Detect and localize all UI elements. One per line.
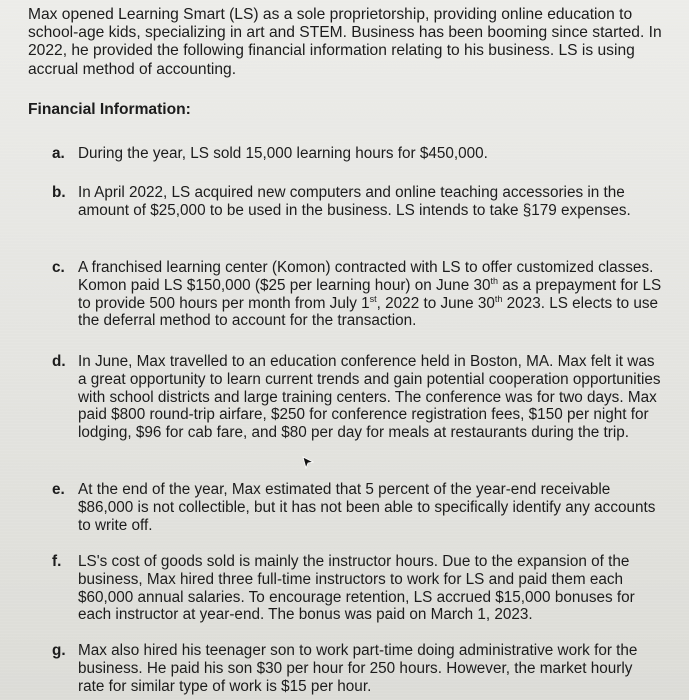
list-item-e [52,481,662,534]
list-item-b [52,184,662,220]
item-text: During the year, LS sold 15,000 learning hours for $450,000. [78,145,488,162]
item-text: In April 2022, LS acquired new computers and online teaching accessories in the amount of $25,000 to be used in the business. LS intends to take §179 expenses. [78,184,631,219]
list-item-a [52,145,662,163]
item-letter: e. [52,481,65,498]
item-letter: b. [52,184,66,201]
intro-paragraph: Max opened Learning Smart (LS) as a sole proprietorship, providing online education to school-age kids, specializing in art and STEM. Business has been booming since started. In 2022, he provided the following financial information relating to his business. LS is using accrual method of accounting. [28,6,662,78]
list-item-g [52,642,662,695]
item-text: In June, Max travelled to an education conference held in Boston, MA. Max felt it was a great opportunity to learn current trends and gain potential cooperation opportunities with school districts and large training centers. The conference was for two days. Max paid $800 round-trip airfare, $250 for conference registration fees, $150 per night for lodging, $96 for cab fare, and $80 per day for meals at restaurants during the trip. [78,353,661,442]
list-item-d [52,353,662,442]
financial-information-heading: Financial Information: [28,101,191,118]
mouse-cursor-icon [301,455,315,471]
item-text: At the end of the year, Max estimated that 5 percent of the year-end receivable $86,000 is not collectible, but it has not been able to specifically identify any accounts to write off. [78,481,656,534]
item-letter: d. [52,353,66,370]
item-letter: c. [52,259,65,276]
item-letter: g. [52,642,66,659]
item-letter: a. [52,145,65,162]
item-text: Max also hired his teenager son to work part-time doing administrative work for the business. He paid his son $30 per hour for 250 hours. However, the market hourly rate for similar type of work is $15 per hour. [78,642,638,695]
item-text: LS's cost of goods sold is mainly the instructor hours. Due to the expansion of the business, Max hired three full-time instructors to work for LS and paid them each $60,000 annual salaries. To encourage retention, LS accrued $15,000 bonuses for each instructor at year-end. The bonus was paid on March 1, 2023. [78,553,635,624]
list-item-c [52,259,662,330]
item-text: A franchised learning center (Komon) contracted with LS to offer customized classes. Komon paid LS $150,000 ($25 per learning hour) on June 30th as a prepayment for LS to provide 500 hours per month from July 1st, 2022 to June 30th 2023. LS elects to use the deferral method to account for the transaction. [78,259,662,330]
list-item-f [52,553,662,624]
item-letter: f. [52,553,62,570]
